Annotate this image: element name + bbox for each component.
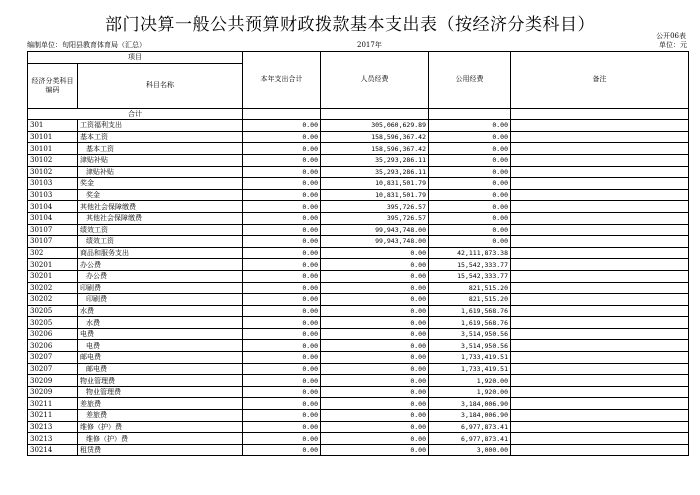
row-public: 0.00 [429, 189, 511, 201]
row-remarks [511, 386, 689, 398]
table-row [28, 294, 689, 306]
row-name: 水费 [78, 317, 243, 329]
row-total: 0.00 [243, 444, 321, 456]
row-remarks [511, 259, 689, 271]
row-name: 办公费 [78, 270, 243, 282]
row-personnel: 158,596,367.42 [321, 143, 429, 155]
table-row [28, 201, 689, 213]
row-name: 绩效工资 [78, 224, 243, 236]
subtotal-label: 合计 [28, 108, 243, 120]
header-project: 项目 [28, 52, 243, 64]
form-number: 公开06表 [656, 32, 686, 40]
row-public: 0.00 [429, 201, 511, 213]
row-name: 印刷费 [78, 282, 243, 294]
meta-row [27, 40, 687, 51]
row-name: 维修（护）费 [78, 433, 243, 445]
currency-unit: 单位：元 [659, 41, 687, 49]
row-code: 30211 [28, 398, 78, 410]
page-title: 部门决算一般公共预算财政拨款基本支出表（按经济分类科目） [105, 15, 595, 35]
table-row [28, 120, 689, 132]
subtotal-public [429, 108, 511, 120]
row-code: 30207 [28, 363, 78, 375]
row-code: 30201 [28, 270, 78, 282]
row-public: 42,111,873.38 [429, 247, 511, 259]
row-name: 邮电费 [78, 352, 243, 364]
row-code: 30202 [28, 282, 78, 294]
row-public: 1,733,419.51 [429, 363, 511, 375]
row-total: 0.00 [243, 154, 321, 166]
row-remarks [511, 154, 689, 166]
row-public: 1,920.00 [429, 386, 511, 398]
row-personnel: 0.00 [321, 444, 429, 456]
row-code: 30206 [28, 340, 78, 352]
row-total: 0.00 [243, 259, 321, 271]
row-remarks [511, 317, 689, 329]
row-personnel: 0.00 [321, 398, 429, 410]
row-personnel: 0.00 [321, 352, 429, 364]
row-code: 30104 [28, 201, 78, 213]
row-total: 0.00 [243, 131, 321, 143]
row-code: 30102 [28, 154, 78, 166]
row-public: 3,184,006.90 [429, 398, 511, 410]
row-code: 30103 [28, 189, 78, 201]
row-name: 印刷费 [78, 294, 243, 306]
row-name: 津贴补贴 [78, 154, 243, 166]
row-remarks [511, 247, 689, 259]
row-remarks [511, 282, 689, 294]
header-public: 公用经费 [429, 52, 511, 109]
row-personnel: 10,831,501.79 [321, 178, 429, 190]
row-code: 30207 [28, 352, 78, 364]
row-code: 30211 [28, 410, 78, 422]
row-personnel: 0.00 [321, 247, 429, 259]
row-total: 0.00 [243, 166, 321, 178]
row-remarks [511, 433, 689, 445]
subtotal-total [243, 108, 321, 120]
table-row [28, 305, 689, 317]
row-personnel: 0.00 [321, 421, 429, 433]
row-public: 1,619,568.76 [429, 317, 511, 329]
row-personnel: 0.00 [321, 270, 429, 282]
row-total: 0.00 [243, 328, 321, 340]
table-row [28, 410, 689, 422]
expenditure-table [27, 51, 689, 456]
table-row [28, 166, 689, 178]
row-name: 其他社会保障缴费 [78, 212, 243, 224]
row-remarks [511, 398, 689, 410]
row-name: 水费 [78, 305, 243, 317]
header-personnel: 人员经费 [321, 52, 429, 109]
row-remarks [511, 410, 689, 422]
row-public: 0.00 [429, 143, 511, 155]
row-name: 差旅费 [78, 410, 243, 422]
row-name: 津贴补贴 [78, 166, 243, 178]
row-name: 电费 [78, 328, 243, 340]
row-remarks [511, 340, 689, 352]
row-remarks [511, 421, 689, 433]
row-total: 0.00 [243, 317, 321, 329]
row-public: 0.00 [429, 178, 511, 190]
row-public: 1,920.00 [429, 375, 511, 387]
table-row [28, 433, 689, 445]
row-public: 0.00 [429, 166, 511, 178]
row-code: 302 [28, 247, 78, 259]
row-total: 0.00 [243, 236, 321, 248]
row-total: 0.00 [243, 352, 321, 364]
row-public: 3,000.00 [429, 444, 511, 456]
table-row [28, 398, 689, 410]
row-code: 30213 [28, 421, 78, 433]
row-personnel: 0.00 [321, 294, 429, 306]
row-total: 0.00 [243, 433, 321, 445]
row-code: 30102 [28, 166, 78, 178]
table-row [28, 444, 689, 456]
row-total: 0.00 [243, 143, 321, 155]
row-total: 0.00 [243, 375, 321, 387]
table-row [28, 352, 689, 364]
row-personnel: 0.00 [321, 282, 429, 294]
row-code: 30205 [28, 317, 78, 329]
row-code: 30201 [28, 259, 78, 271]
row-public: 821,515.20 [429, 282, 511, 294]
row-code: 30209 [28, 375, 78, 387]
row-personnel: 35,293,286.11 [321, 166, 429, 178]
table-row [28, 270, 689, 282]
row-total: 0.00 [243, 386, 321, 398]
table-row [28, 259, 689, 271]
row-name: 基本工资 [78, 143, 243, 155]
row-personnel: 0.00 [321, 317, 429, 329]
table-row [28, 340, 689, 352]
table-row [28, 363, 689, 375]
row-total: 0.00 [243, 120, 321, 132]
row-remarks [511, 328, 689, 340]
row-code: 30101 [28, 131, 78, 143]
row-personnel: 305,060,629.89 [321, 120, 429, 132]
table-row [28, 143, 689, 155]
row-public: 3,514,950.56 [429, 340, 511, 352]
table-row [28, 282, 689, 294]
row-total: 0.00 [243, 189, 321, 201]
row-code: 30205 [28, 305, 78, 317]
row-code: 30209 [28, 386, 78, 398]
row-total: 0.00 [243, 224, 321, 236]
row-public: 1,733,419.51 [429, 352, 511, 364]
row-total: 0.00 [243, 247, 321, 259]
row-public: 15,542,333.77 [429, 270, 511, 282]
row-personnel: 35,293,286.11 [321, 154, 429, 166]
row-name: 维修（护）费 [78, 421, 243, 433]
row-remarks [511, 236, 689, 248]
row-personnel: 0.00 [321, 328, 429, 340]
row-total: 0.00 [243, 410, 321, 422]
row-personnel: 158,596,367.42 [321, 131, 429, 143]
row-remarks [511, 294, 689, 306]
row-remarks [511, 178, 689, 190]
row-remarks [511, 189, 689, 201]
row-remarks [511, 375, 689, 387]
table-row [28, 247, 689, 259]
row-name: 奖金 [78, 178, 243, 190]
row-public: 821,515.20 [429, 294, 511, 306]
row-public: 3,184,006.90 [429, 410, 511, 422]
row-remarks [511, 444, 689, 456]
header-name: 科目名称 [78, 63, 243, 108]
table-row [28, 386, 689, 398]
row-public: 1,619,568.76 [429, 305, 511, 317]
row-personnel: 0.00 [321, 363, 429, 375]
row-personnel: 0.00 [321, 386, 429, 398]
row-personnel: 0.00 [321, 305, 429, 317]
table-row [28, 189, 689, 201]
row-remarks [511, 131, 689, 143]
row-remarks [511, 305, 689, 317]
row-total: 0.00 [243, 282, 321, 294]
header-remarks: 备注 [511, 52, 689, 109]
row-public: 0.00 [429, 154, 511, 166]
table-row [28, 154, 689, 166]
row-personnel: 395,726.57 [321, 212, 429, 224]
row-public: 3,514,950.56 [429, 328, 511, 340]
row-public: 0.00 [429, 212, 511, 224]
subtotal-personnel [321, 108, 429, 120]
row-personnel: 10,831,501.79 [321, 189, 429, 201]
row-public: 0.00 [429, 131, 511, 143]
row-total: 0.00 [243, 270, 321, 282]
row-code: 30101 [28, 143, 78, 155]
row-personnel: 0.00 [321, 375, 429, 387]
row-total: 0.00 [243, 305, 321, 317]
row-name: 工资福利支出 [78, 120, 243, 132]
row-personnel: 0.00 [321, 340, 429, 352]
row-public: 0.00 [429, 120, 511, 132]
row-public: 0.00 [429, 224, 511, 236]
row-public: 6,977,873.41 [429, 433, 511, 445]
row-remarks [511, 270, 689, 282]
row-personnel: 0.00 [321, 433, 429, 445]
row-public: 6,977,873.41 [429, 421, 511, 433]
table-row [28, 328, 689, 340]
table-row [28, 236, 689, 248]
row-personnel: 99,943,748.00 [321, 236, 429, 248]
row-total: 0.00 [243, 363, 321, 375]
row-code: 30214 [28, 444, 78, 456]
row-code: 30107 [28, 236, 78, 248]
row-total: 0.00 [243, 212, 321, 224]
prepared-by: 编制单位：旬阳县教育体育局（汇总） [27, 41, 146, 49]
row-code: 30213 [28, 433, 78, 445]
table-row [28, 375, 689, 387]
row-total: 0.00 [243, 421, 321, 433]
report-year: 2017年 [357, 41, 382, 49]
header-code: 经济分类科目编码 [28, 63, 78, 108]
row-total: 0.00 [243, 398, 321, 410]
row-total: 0.00 [243, 294, 321, 306]
row-code: 30206 [28, 328, 78, 340]
row-name: 基本工资 [78, 131, 243, 143]
header-total: 本年支出合计 [243, 52, 321, 109]
row-total: 0.00 [243, 178, 321, 190]
row-public: 15,542,333.77 [429, 259, 511, 271]
row-remarks [511, 120, 689, 132]
row-public: 0.00 [429, 236, 511, 248]
row-personnel: 99,943,748.00 [321, 224, 429, 236]
row-remarks [511, 143, 689, 155]
row-remarks [511, 352, 689, 364]
row-name: 商品和服务支出 [78, 247, 243, 259]
table-body [28, 120, 689, 456]
row-name: 绩效工资 [78, 236, 243, 248]
row-personnel: 0.00 [321, 410, 429, 422]
row-remarks [511, 224, 689, 236]
row-remarks [511, 212, 689, 224]
row-total: 0.00 [243, 340, 321, 352]
row-code: 30103 [28, 178, 78, 190]
row-personnel: 0.00 [321, 259, 429, 271]
row-name: 物业管理费 [78, 375, 243, 387]
subtotal-remarks [511, 108, 689, 120]
table-row [28, 131, 689, 143]
table-row [28, 224, 689, 236]
row-name: 租赁费 [78, 444, 243, 456]
row-remarks [511, 363, 689, 375]
row-name: 其他社会保障缴费 [78, 201, 243, 213]
table-row [28, 317, 689, 329]
row-remarks [511, 166, 689, 178]
row-name: 奖金 [78, 189, 243, 201]
row-personnel: 395,726.57 [321, 201, 429, 213]
row-code: 30107 [28, 224, 78, 236]
row-name: 邮电费 [78, 363, 243, 375]
row-name: 差旅费 [78, 398, 243, 410]
table-row [28, 212, 689, 224]
row-code: 301 [28, 120, 78, 132]
table-row [28, 178, 689, 190]
row-code: 30104 [28, 212, 78, 224]
row-total: 0.00 [243, 201, 321, 213]
row-code: 30202 [28, 294, 78, 306]
row-name: 办公费 [78, 259, 243, 271]
row-remarks [511, 201, 689, 213]
row-name: 电费 [78, 340, 243, 352]
table-row [28, 421, 689, 433]
row-name: 物业管理费 [78, 386, 243, 398]
